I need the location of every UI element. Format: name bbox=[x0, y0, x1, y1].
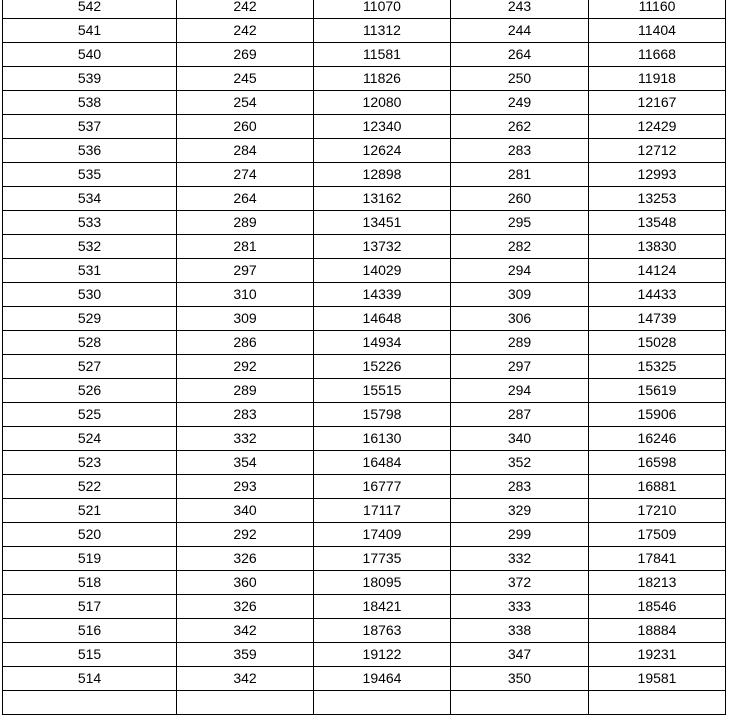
table-cell: 530 bbox=[3, 283, 177, 307]
table-cell: 284 bbox=[177, 139, 314, 163]
table-cell: 14433 bbox=[589, 283, 726, 307]
table-cell: 12080 bbox=[314, 91, 451, 115]
table-cell: 245 bbox=[177, 67, 314, 91]
table-row bbox=[3, 259, 726, 283]
table-cell: 14124 bbox=[589, 259, 726, 283]
table-cell: 13548 bbox=[589, 211, 726, 235]
table-cell: 18095 bbox=[314, 571, 451, 595]
table-cell: 352 bbox=[451, 451, 589, 475]
table-cell: 282 bbox=[451, 235, 589, 259]
table-cell: 540 bbox=[3, 43, 177, 67]
table-cell: 292 bbox=[177, 523, 314, 547]
table-cell: 294 bbox=[451, 379, 589, 403]
table-cell: 16777 bbox=[314, 475, 451, 499]
table-cell: 340 bbox=[451, 427, 589, 451]
table-row bbox=[3, 379, 726, 403]
table-cell: 518 bbox=[3, 571, 177, 595]
table-cell: 16484 bbox=[314, 451, 451, 475]
table-cell: 527 bbox=[3, 355, 177, 379]
table-cell: 539 bbox=[3, 67, 177, 91]
table-cell: 528 bbox=[3, 331, 177, 355]
table-cell: 13451 bbox=[314, 211, 451, 235]
table-cell: 532 bbox=[3, 235, 177, 259]
table-row bbox=[3, 523, 726, 547]
table-row bbox=[3, 211, 726, 235]
table-row bbox=[3, 91, 726, 115]
table-cell: 354 bbox=[177, 451, 314, 475]
table-cell: 19581 bbox=[589, 667, 726, 691]
table-cell: 15906 bbox=[589, 403, 726, 427]
table-cell: 332 bbox=[451, 547, 589, 571]
table-cell: 340 bbox=[177, 499, 314, 523]
table-cell: 342 bbox=[177, 619, 314, 643]
table-row bbox=[3, 355, 726, 379]
table-cell: 292 bbox=[177, 355, 314, 379]
table-cell: 19464 bbox=[314, 667, 451, 691]
table-cell: 514 bbox=[3, 667, 177, 691]
table-cell: 13830 bbox=[589, 235, 726, 259]
table-cell: 242 bbox=[177, 19, 314, 43]
table-row bbox=[3, 307, 726, 331]
table-cell: 338 bbox=[451, 619, 589, 643]
table-row bbox=[3, 475, 726, 499]
table-row bbox=[3, 115, 726, 139]
table-row bbox=[3, 619, 726, 643]
table-cell: 18213 bbox=[589, 571, 726, 595]
table-cell: 524 bbox=[3, 427, 177, 451]
table-cell: 310 bbox=[177, 283, 314, 307]
table-cell: 289 bbox=[177, 211, 314, 235]
table-cell: 520 bbox=[3, 523, 177, 547]
table-cell: 342 bbox=[177, 667, 314, 691]
table-cell: 293 bbox=[177, 475, 314, 499]
table-cell: 16246 bbox=[589, 427, 726, 451]
table-cell: 17409 bbox=[314, 523, 451, 547]
table-cell: 14739 bbox=[589, 307, 726, 331]
table-row bbox=[3, 0, 726, 19]
table-cell: 15325 bbox=[589, 355, 726, 379]
table-cell: 16598 bbox=[589, 451, 726, 475]
table-row bbox=[3, 547, 726, 571]
table-cell: 347 bbox=[451, 643, 589, 667]
table-cell: 15619 bbox=[589, 379, 726, 403]
table-cell: 17841 bbox=[589, 547, 726, 571]
table-cell: 517 bbox=[3, 595, 177, 619]
table-row bbox=[3, 331, 726, 355]
table-cell: 372 bbox=[451, 571, 589, 595]
table-cell: 536 bbox=[3, 139, 177, 163]
score-table bbox=[2, 0, 726, 715]
table-cell: 18546 bbox=[589, 595, 726, 619]
table-cell: 283 bbox=[451, 139, 589, 163]
table-cell: 16130 bbox=[314, 427, 451, 451]
table-cell: 12340 bbox=[314, 115, 451, 139]
table-cell: 12429 bbox=[589, 115, 726, 139]
table-cell: 526 bbox=[3, 379, 177, 403]
table-row bbox=[3, 571, 726, 595]
table-cell: 350 bbox=[451, 667, 589, 691]
table-row bbox=[3, 235, 726, 259]
table-cell: 289 bbox=[177, 379, 314, 403]
table-cell: 16881 bbox=[589, 475, 726, 499]
table-cell: 264 bbox=[177, 187, 314, 211]
table-cell: 13732 bbox=[314, 235, 451, 259]
table-cell: 19122 bbox=[314, 643, 451, 667]
table-cell: 516 bbox=[3, 619, 177, 643]
table-row bbox=[3, 643, 726, 667]
table-cell: 11160 bbox=[589, 0, 726, 19]
table-cell: 529 bbox=[3, 307, 177, 331]
table-cell: 309 bbox=[177, 307, 314, 331]
table-cell: 281 bbox=[451, 163, 589, 187]
table-cell: 17210 bbox=[589, 499, 726, 523]
table-cell: 15515 bbox=[314, 379, 451, 403]
table-cell: 264 bbox=[451, 43, 589, 67]
table-cell: 294 bbox=[451, 259, 589, 283]
table-cell: 11404 bbox=[589, 19, 726, 43]
table-row bbox=[3, 691, 726, 715]
table-cell: 519 bbox=[3, 547, 177, 571]
table-cell: 14648 bbox=[314, 307, 451, 331]
table-row bbox=[3, 187, 726, 211]
table-row bbox=[3, 19, 726, 43]
table-cell: 12712 bbox=[589, 139, 726, 163]
table-cell: 14339 bbox=[314, 283, 451, 307]
table-cell: 521 bbox=[3, 499, 177, 523]
table-cell: 11668 bbox=[589, 43, 726, 67]
table-row bbox=[3, 427, 726, 451]
table-cell: 243 bbox=[451, 0, 589, 19]
table-cell: 531 bbox=[3, 259, 177, 283]
table-cell bbox=[314, 691, 451, 715]
table-cell bbox=[3, 691, 177, 715]
score-table-body bbox=[3, 0, 726, 715]
table-cell: 289 bbox=[451, 331, 589, 355]
table-cell: 297 bbox=[177, 259, 314, 283]
table-row bbox=[3, 667, 726, 691]
table-cell: 249 bbox=[451, 91, 589, 115]
table-cell: 309 bbox=[451, 283, 589, 307]
table-cell: 515 bbox=[3, 643, 177, 667]
table-cell: 260 bbox=[451, 187, 589, 211]
table-cell: 13253 bbox=[589, 187, 726, 211]
table-cell: 12624 bbox=[314, 139, 451, 163]
table-row bbox=[3, 499, 726, 523]
table-cell: 297 bbox=[451, 355, 589, 379]
table-cell: 295 bbox=[451, 211, 589, 235]
table-cell: 17509 bbox=[589, 523, 726, 547]
table-cell: 14029 bbox=[314, 259, 451, 283]
table-cell: 283 bbox=[177, 403, 314, 427]
table-cell: 332 bbox=[177, 427, 314, 451]
table-cell: 15028 bbox=[589, 331, 726, 355]
table-cell: 283 bbox=[451, 475, 589, 499]
table-cell: 360 bbox=[177, 571, 314, 595]
table-cell: 522 bbox=[3, 475, 177, 499]
table-cell: 523 bbox=[3, 451, 177, 475]
table-cell: 17117 bbox=[314, 499, 451, 523]
table-cell: 542 bbox=[3, 0, 177, 19]
table-cell: 326 bbox=[177, 595, 314, 619]
table-cell: 11070 bbox=[314, 0, 451, 19]
table-cell: 18884 bbox=[589, 619, 726, 643]
table-cell: 250 bbox=[451, 67, 589, 91]
table-row bbox=[3, 67, 726, 91]
table-cell: 287 bbox=[451, 403, 589, 427]
table-cell: 15798 bbox=[314, 403, 451, 427]
table-row bbox=[3, 283, 726, 307]
table-cell: 538 bbox=[3, 91, 177, 115]
table-row bbox=[3, 43, 726, 67]
table-cell: 11918 bbox=[589, 67, 726, 91]
table-cell: 15226 bbox=[314, 355, 451, 379]
table-cell: 299 bbox=[451, 523, 589, 547]
table-row bbox=[3, 163, 726, 187]
table-cell: 525 bbox=[3, 403, 177, 427]
table-cell: 18421 bbox=[314, 595, 451, 619]
table-cell: 12898 bbox=[314, 163, 451, 187]
table-cell: 254 bbox=[177, 91, 314, 115]
table-cell: 260 bbox=[177, 115, 314, 139]
table-cell: 11581 bbox=[314, 43, 451, 67]
table-cell: 533 bbox=[3, 211, 177, 235]
table-cell: 541 bbox=[3, 19, 177, 43]
table-cell: 18763 bbox=[314, 619, 451, 643]
table-cell: 13162 bbox=[314, 187, 451, 211]
table-cell: 12167 bbox=[589, 91, 726, 115]
table-cell: 244 bbox=[451, 19, 589, 43]
table-cell: 286 bbox=[177, 331, 314, 355]
table-cell: 281 bbox=[177, 235, 314, 259]
table-cell: 333 bbox=[451, 595, 589, 619]
table-cell bbox=[177, 691, 314, 715]
table-cell: 329 bbox=[451, 499, 589, 523]
table-cell: 269 bbox=[177, 43, 314, 67]
table-cell: 306 bbox=[451, 307, 589, 331]
table-cell: 326 bbox=[177, 547, 314, 571]
table-row bbox=[3, 451, 726, 475]
table-cell: 537 bbox=[3, 115, 177, 139]
table-row bbox=[3, 595, 726, 619]
table-cell: 11826 bbox=[314, 67, 451, 91]
table-row bbox=[3, 403, 726, 427]
table-cell: 19231 bbox=[589, 643, 726, 667]
table-cell: 535 bbox=[3, 163, 177, 187]
table-cell: 17735 bbox=[314, 547, 451, 571]
table-cell bbox=[451, 691, 589, 715]
table-cell: 359 bbox=[177, 643, 314, 667]
table-cell: 242 bbox=[177, 0, 314, 19]
table-cell: 534 bbox=[3, 187, 177, 211]
table-row bbox=[3, 139, 726, 163]
table-cell bbox=[589, 691, 726, 715]
table-cell: 274 bbox=[177, 163, 314, 187]
table-cell: 262 bbox=[451, 115, 589, 139]
table-cell: 14934 bbox=[314, 331, 451, 355]
table-cell: 12993 bbox=[589, 163, 726, 187]
table-cell: 11312 bbox=[314, 19, 451, 43]
